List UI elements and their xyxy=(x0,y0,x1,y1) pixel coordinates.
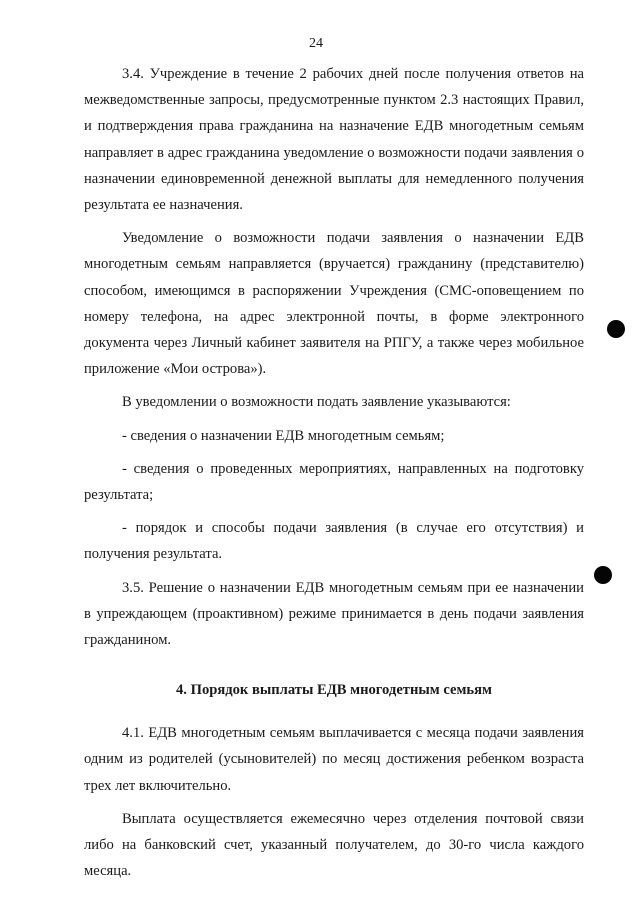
document-body xyxy=(84,61,584,884)
paragraph-payment: Выплата осуществляется ежемесячно через отделения почтовой связи либо на банковский счет, указанный получателем, до 30-го числа каждого месяца. xyxy=(84,810,584,880)
paragraph-4-1: 4.1. ЕДВ многодетным семьям выплачивается с месяца подачи заявления одним из родителей (усыновителей) по месяц достижения ребенком возраста трех лет включительно. xyxy=(84,725,584,794)
list-item: - сведения о проведенных мероприятиях, направленных на подготовку результата; xyxy=(84,460,584,504)
paragraph-3-4: 3.4. Учреждение в течение 2 рабочих дней после получения ответов на межведомственные запросы, предусмотренные пунктом 2.3 настоящих Правил, и подтверждения права гражданина на назначение ЕДВ многодетным семьям направляет в адрес гражданина уведомление о возможности подачи заявления о назначении единовременной денежной выплаты для немедленного получения результата ее назначения. xyxy=(84,66,584,214)
list-item: - сведения о назначении ЕДВ многодетным семьям; xyxy=(122,427,445,444)
paragraph-notification-method: Уведомление о возможности подачи заявления о назначении ЕДВ многодетным семьям направляется (вручается) гражданину (представителю) способом, имеющимся в распоряжении Учреждения (СМС-оповещением по номеру телефона, на адрес электронной почты, в форме электронного документа через Личный кабинет заявителя на РПГУ, а также через мобильное приложение «Мои острова»). xyxy=(84,230,584,378)
list-item: - порядок и способы подачи заявления (в случае его отсутствия) и получения результата. xyxy=(84,520,584,563)
binder-hole-mark xyxy=(594,566,612,584)
section-heading: 4. Порядок выплаты ЕДВ многодетным семьям xyxy=(176,682,492,699)
binder-hole-mark xyxy=(607,320,625,338)
page-number: 24 xyxy=(309,36,323,51)
paragraph-notification-contents: В уведомлении о возможности подать заявление указываются: xyxy=(122,394,511,411)
paragraph-3-5: 3.5. Решение о назначении ЕДВ многодетным семьям при ее назначении в упреждающем (проактивном) режиме принимается в день подачи заявления гражданином. xyxy=(84,579,584,649)
